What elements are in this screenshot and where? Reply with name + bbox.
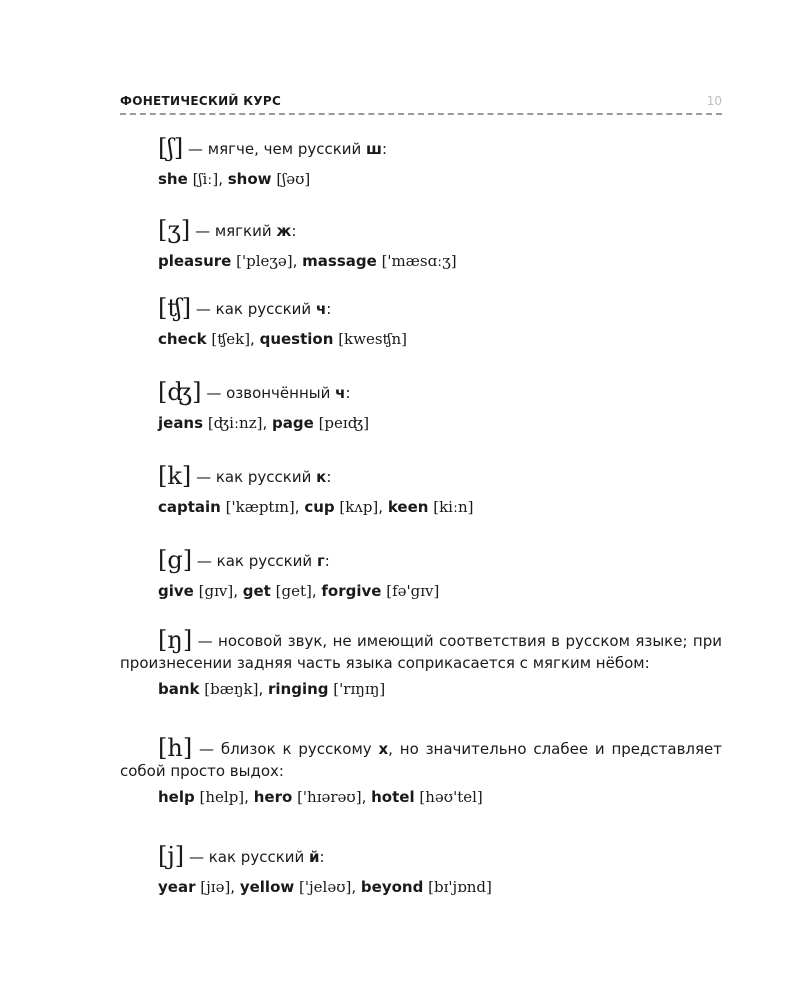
examples-line xyxy=(120,496,722,518)
examples-line xyxy=(120,580,722,602)
example-word: year xyxy=(158,878,196,896)
separator: , xyxy=(244,788,254,806)
description-key-letter: ч xyxy=(335,384,346,402)
transcription: [help] xyxy=(199,788,245,806)
example-word: hotel xyxy=(371,788,415,806)
description-text xyxy=(120,626,722,674)
sound-entry xyxy=(120,216,722,272)
separator: , xyxy=(378,498,388,516)
transcription: [get] xyxy=(275,582,312,600)
example-word: captain xyxy=(158,498,221,516)
phonetic-symbol: [j] xyxy=(158,842,185,870)
separator: , xyxy=(233,582,243,600)
separator: , xyxy=(258,680,268,698)
sound-entry xyxy=(120,378,722,434)
sound-description xyxy=(120,134,722,162)
separator: , xyxy=(351,878,361,896)
sound-entry xyxy=(120,134,722,190)
header-title: ФОНЕТИЧЕСКИЙ КУРС xyxy=(120,94,282,108)
example-word: pleasure xyxy=(158,252,232,270)
example-word: keen xyxy=(387,498,429,516)
example-word: give xyxy=(158,582,194,600)
phonetic-symbol: [ʃ] xyxy=(158,134,184,162)
description-before: — как русский xyxy=(196,468,317,486)
phonetic-symbol: [g] xyxy=(158,546,193,574)
description-key-letter: ж xyxy=(276,222,292,240)
running-header xyxy=(120,94,722,114)
description-key-letter: г xyxy=(316,552,325,570)
description-before: — близок к русскому xyxy=(199,740,379,758)
transcription: [gɪv] xyxy=(198,582,234,600)
transcription: [bɪ'jɒnd] xyxy=(428,878,492,896)
description-before: — как русский xyxy=(196,552,317,570)
separator: , xyxy=(311,582,322,600)
separator: , xyxy=(294,498,305,516)
sound-description xyxy=(120,216,722,244)
example-word: check xyxy=(158,330,207,348)
transcription: [kʌp] xyxy=(339,498,379,516)
transcription: ['jeləʊ] xyxy=(299,878,352,896)
sound-entry xyxy=(120,626,722,700)
transcription: [ʤiːnz] xyxy=(207,414,263,432)
sound-description xyxy=(120,734,722,782)
sound-description xyxy=(120,842,722,870)
examples-line xyxy=(120,412,722,434)
examples-line xyxy=(120,678,722,700)
description-after: : xyxy=(319,848,325,866)
example-word: bank xyxy=(158,680,200,698)
transcription: ['hɪərəʊ] xyxy=(297,788,362,806)
phonetic-symbol: [ŋ] xyxy=(158,626,193,654)
transcription: ['rɪŋɪŋ] xyxy=(333,680,386,698)
phonetic-symbol: [h] xyxy=(158,734,193,762)
example-word: massage xyxy=(302,252,377,270)
example-word: show xyxy=(227,170,272,188)
transcription: [ʃəʊ] xyxy=(276,170,311,188)
description-after: : xyxy=(291,222,297,240)
description-after: : xyxy=(345,384,351,402)
examples-line xyxy=(120,168,722,190)
description-before: — носовой звук, не имеющий соответствия в русском языке; при произнесении задняя часть языка соприкасается с мягким нёбом: xyxy=(120,632,722,672)
description-key-letter: ш xyxy=(366,140,382,158)
separator: , xyxy=(361,788,372,806)
description-before: — озвончённый xyxy=(206,384,336,402)
example-word: get xyxy=(242,582,271,600)
separator: , xyxy=(218,170,228,188)
separator: , xyxy=(292,252,303,270)
description-text xyxy=(120,734,722,782)
description-key-letter: х xyxy=(378,740,389,758)
description-after: : xyxy=(381,140,388,158)
separator: , xyxy=(262,414,272,432)
example-word: ringing xyxy=(268,680,329,698)
sound-description xyxy=(120,294,722,322)
examples-line xyxy=(120,328,722,350)
example-word: she xyxy=(158,170,188,188)
example-word: beyond xyxy=(360,878,424,896)
sound-entry xyxy=(120,734,722,808)
transcription: [kiːn] xyxy=(433,498,474,516)
examples-line xyxy=(120,876,722,898)
sound-description xyxy=(120,462,722,490)
transcription: [həʊ'tel] xyxy=(419,788,483,806)
example-word: hero xyxy=(253,788,293,806)
description-before: — мягче, чем русский xyxy=(188,140,367,158)
example-word: jeans xyxy=(158,414,204,432)
phonetic-symbol: [ʧ] xyxy=(158,294,192,322)
sound-description xyxy=(120,378,722,406)
examples-line xyxy=(120,250,722,272)
page-number: 10 xyxy=(706,94,722,108)
phonetic-symbol: [k] xyxy=(158,462,192,490)
separator: , xyxy=(250,330,260,348)
transcription: ['mæsɑːʒ] xyxy=(381,252,457,270)
description-key-letter: ч xyxy=(315,300,327,318)
sound-description xyxy=(120,546,722,574)
description-after: : xyxy=(326,468,332,486)
description-after: , но значительно слабее и представляет собой просто выдох: xyxy=(120,740,722,780)
examples-line xyxy=(120,786,722,808)
transcription: [peɪʤ] xyxy=(318,414,370,432)
transcription: [ʧek] xyxy=(211,330,251,348)
description-before: — как русский xyxy=(195,300,316,318)
example-word: forgive xyxy=(321,582,382,600)
transcription: [ʃiː] xyxy=(192,170,219,188)
transcription: ['kæptɪn] xyxy=(225,498,295,516)
transcription: ['pleʒə] xyxy=(236,252,293,270)
sound-entry xyxy=(120,546,722,602)
sound-entry xyxy=(120,294,722,350)
transcription: [fə'gɪv] xyxy=(386,582,440,600)
example-word: page xyxy=(272,414,314,432)
description-key-letter: к xyxy=(316,468,327,486)
sound-entry xyxy=(120,842,722,898)
description-after: : xyxy=(324,552,330,570)
example-word: yellow xyxy=(239,878,295,896)
example-word: help xyxy=(158,788,195,806)
description-after: : xyxy=(326,300,332,318)
phonetic-symbol: [ʤ] xyxy=(158,378,202,406)
sound-description xyxy=(120,626,722,674)
transcription: [bæŋk] xyxy=(204,680,259,698)
description-key-letter: й xyxy=(309,848,320,866)
sound-entry xyxy=(120,462,722,518)
separator: , xyxy=(230,878,240,896)
description-before: — как русский xyxy=(188,848,310,866)
example-word: cup xyxy=(304,498,335,516)
description-before: — мягкий xyxy=(195,222,277,240)
header-divider xyxy=(120,113,722,115)
example-word: question xyxy=(259,330,334,348)
phonetic-symbol: [ʒ] xyxy=(158,216,191,244)
transcription: [jɪə] xyxy=(200,878,231,896)
transcription: [kwesʧn] xyxy=(338,330,408,348)
